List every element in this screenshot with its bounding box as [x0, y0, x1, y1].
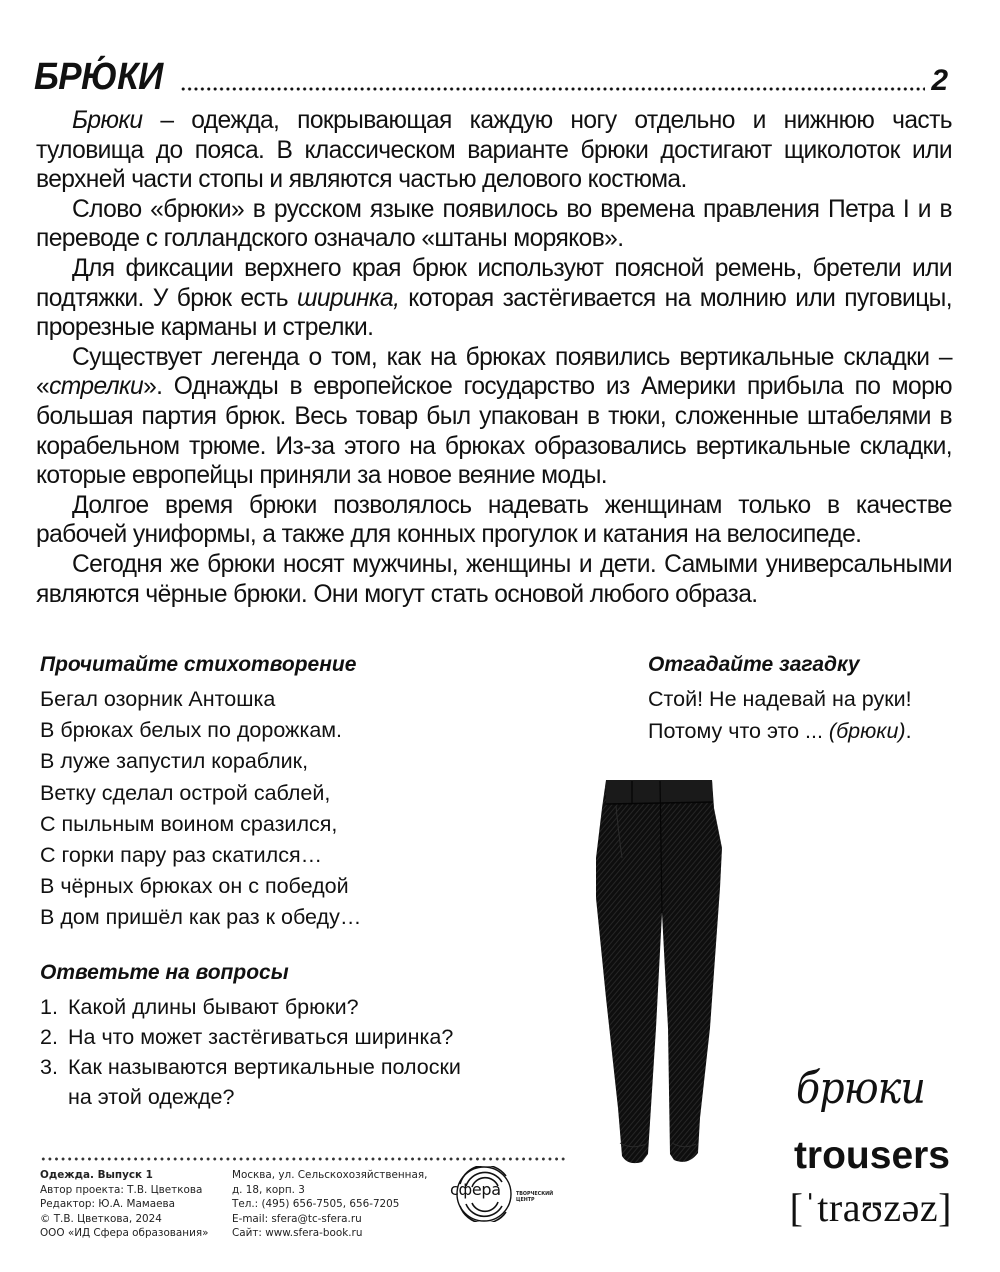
footer-email: E-mail: sfera@tc-sfera.ru — [232, 1212, 362, 1225]
handwritten-word: брюки — [796, 1063, 926, 1114]
paragraph-text: Сегодня же брюки носят мужчины, женщины и дети. Самыми универсальными являются чёрные брюки. Они могут стать основой любого образа. — [36, 550, 952, 608]
poem — [40, 684, 361, 934]
footer-publisher: ООО «ИД Сфера образования» — [40, 1227, 209, 1240]
questions-list — [40, 992, 461, 1112]
term-italic: стрелки — [49, 373, 144, 401]
footer-credits — [40, 1168, 208, 1241]
riddle-line — [648, 716, 912, 748]
question-text: на этой одежде? — [68, 1085, 235, 1109]
riddle-heading: Отгадайте загадку — [648, 653, 860, 676]
article-paragraph — [36, 195, 952, 254]
footer-copyright: © Т.В. Цветкова, 2024 — [40, 1212, 162, 1225]
paragraph-text: которая застёгивается на молнию или пуговицы, прорезные карманы и стрелки. — [36, 284, 952, 342]
footer-author: Автор проекта: Т.В. Цветкова — [40, 1183, 203, 1196]
poem-line: С пыльным воином сразился, — [40, 811, 338, 836]
footer-website: Сайт: www.sfera-book.ru — [232, 1227, 363, 1240]
paragraph-text: Слово «брюки» в русском языке появилось во времена правления Петра I и в переводе с голландского означало «штаны моряков». — [36, 195, 952, 253]
footer-address-2: д. 18, корп. 3 — [232, 1183, 305, 1196]
article-body — [36, 106, 952, 609]
title-leader-dots — [180, 86, 925, 92]
riddle-line: Стой! Не надевай на руки! — [648, 687, 912, 711]
question-item — [40, 1022, 461, 1052]
footer-divider-dots — [428, 1156, 568, 1162]
footer-editor: Редактор: Ю.А. Мамаева — [40, 1198, 175, 1211]
poem-line: С горки пару раз скатился… — [40, 843, 323, 868]
term-italic: Брюки — [72, 107, 143, 134]
poem-line: В луже запустил кораблик, — [40, 749, 309, 774]
riddle-text: Потому что это ... — [648, 718, 829, 743]
question-item — [40, 992, 461, 1022]
poem-line: В дом пришёл как раз к обеду… — [40, 905, 362, 930]
question-text: Как называются вертикальные полоски — [68, 1055, 461, 1079]
logo-subtitle-line: ТВОРЧЕСКИЙ — [516, 1192, 554, 1197]
title-row — [34, 48, 948, 96]
question-item-continued — [40, 1082, 461, 1112]
article-paragraph — [36, 491, 952, 550]
poem-line: В брюках белых по дорожкам. — [40, 718, 343, 743]
footer-series: Одежда. Выпуск 1 — [40, 1169, 153, 1181]
term-italic: ширинка, — [297, 284, 400, 312]
poem-line: Бегал озорник Антошка — [40, 687, 276, 711]
paragraph-text: Долгое время брюки позволялось надевать женщинам только в качестве рабочей униформы, а также для конных прогулок и катания на велосипеде. — [36, 491, 952, 549]
english-word: trousers — [793, 1134, 950, 1177]
paragraph-text: ». Однажды в европейское государство из Америки прибыла по морю большая партия брюк. Весь товар был упакован в тюки, сложенные штабелями в корабельном трюме. Из-за этого на брюках образовались вертикальные складки, которые европейцы приняли за новое веяние моды. — [36, 373, 952, 490]
footer-divider-dots — [40, 1156, 428, 1162]
paragraph-text: Существует легенда о том, как на брюках появились вертикальные складки – « — [36, 343, 952, 401]
poem-line: В чёрных брюках он с победой — [40, 874, 349, 899]
footer-contacts — [232, 1168, 427, 1241]
question-number: 2. — [40, 1025, 58, 1049]
footer-address: Москва, ул. Сельскохозяйственная, — [232, 1169, 428, 1181]
question-item — [40, 1052, 461, 1082]
paragraph-text: – одежда, покрывающая каждую ногу отдельно и нижнюю часть туловища до пояса. В классическом варианте брюки достигают щиколоток или верхней части стопы и являются частью делового костюма. — [36, 107, 952, 194]
poem-line: Ветку сделал острой саблей, — [40, 780, 331, 805]
question-text: На что может застёгиваться ширинка? — [68, 1025, 454, 1049]
footer-phone: Тел.: (495) 656-7505, 656-7205 — [232, 1198, 400, 1211]
poem-heading: Прочитайте стихотворение — [40, 653, 357, 676]
page-number: 2 — [931, 64, 948, 97]
paragraph-text: Для фиксации верхнего края брюк используют поясной ремень, бретели или подтяжки. У брюк есть — [36, 254, 952, 312]
logo-subtitle-line: ЦЕНТР — [516, 1198, 535, 1203]
riddle — [648, 684, 912, 747]
logo-text: сфера — [450, 1180, 501, 1199]
riddle-punct: . — [905, 718, 912, 743]
questions-heading: Ответьте на вопросы — [40, 961, 289, 984]
question-number: 1. — [40, 995, 58, 1019]
article-paragraph — [36, 254, 952, 343]
article-paragraph — [36, 106, 952, 195]
trousers-illustration-icon — [592, 778, 734, 1170]
question-text: Какой длины бывают брюки? — [68, 995, 359, 1019]
question-number: 3. — [40, 1055, 58, 1079]
riddle-answer: (брюки) — [828, 718, 906, 743]
phonetic-transcription: [ˈtraʊzəz] — [789, 1185, 952, 1230]
article-paragraph — [36, 550, 952, 609]
page-title: БРЮ́КИ — [34, 56, 163, 98]
logo-subtitle — [516, 1192, 553, 1204]
article-paragraph — [36, 343, 952, 491]
